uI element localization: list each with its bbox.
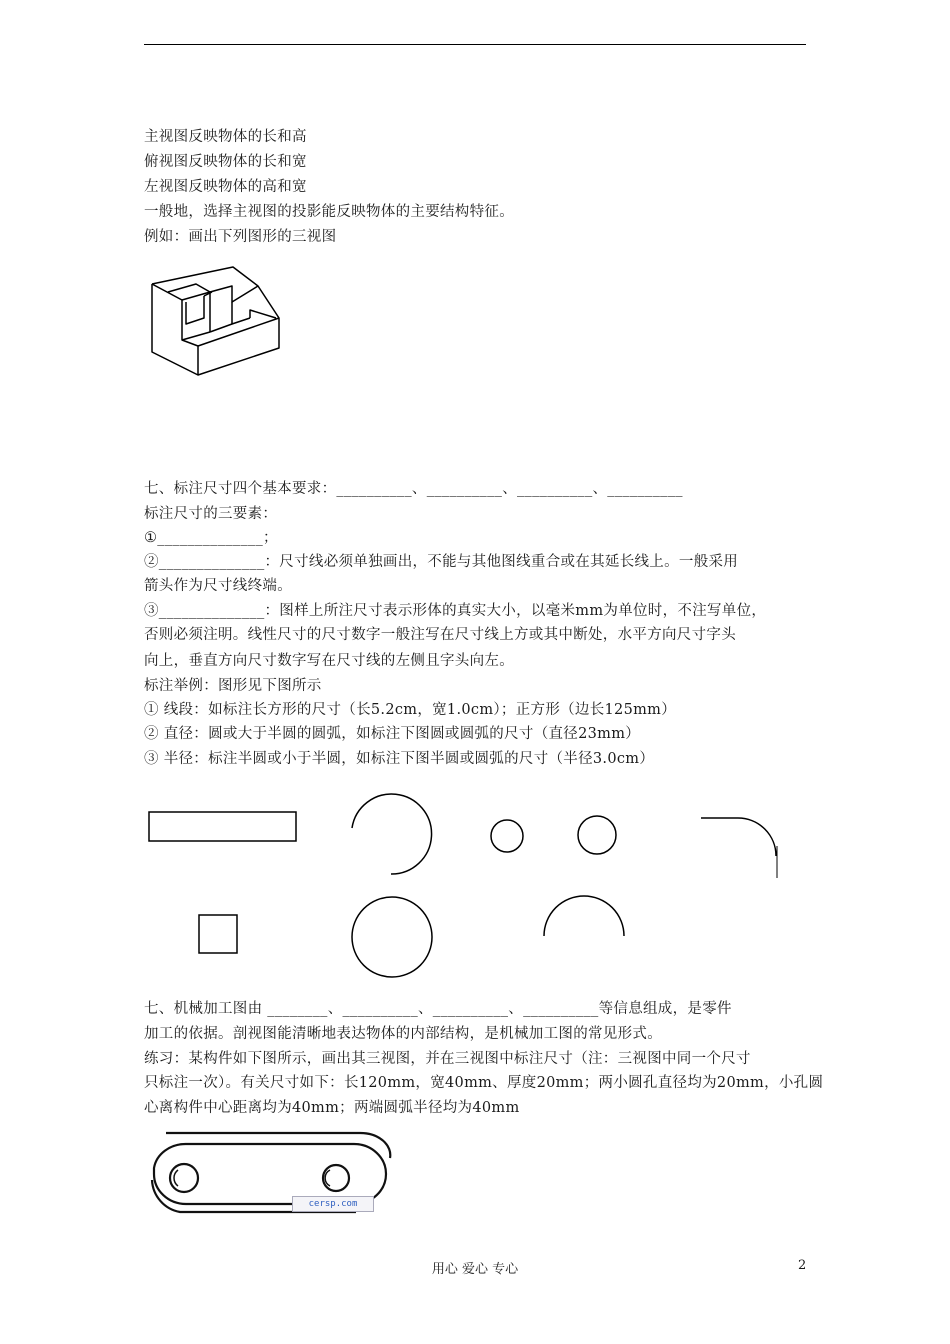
text-line: 向上，垂直方向尺寸数字写在尺寸线的左侧且字头向左。 bbox=[144, 653, 514, 669]
text-line: 俯视图反映物体的长和宽 bbox=[144, 154, 307, 170]
section-7-machining: 七、机械加工图由 ________、__________、__________、__________等信息组成，是零件 bbox=[144, 1001, 732, 1017]
text-line: 一般地，选择主视图的投影能反映物体的主要结构特征。 bbox=[144, 204, 514, 220]
small-circle-shape bbox=[491, 820, 523, 852]
page-number: 2 bbox=[798, 1258, 807, 1273]
text-line: 否则必须注明。线性尺寸的尺寸数字一般注写在尺寸线上方或其中断处，水平方向尺寸字头 bbox=[144, 627, 736, 643]
text-line: ③ 半径：标注半圆或小于半圆，如标注下图半圆或圆弧的尺寸（半径3.0cm） bbox=[144, 751, 655, 767]
dimension-examples-figure bbox=[140, 788, 800, 988]
text-line: 箭头作为尺寸线终端。 bbox=[144, 578, 292, 594]
text-line: 只标注一次）。有关尺寸如下：长120mm，宽40mm、厚度20mm；两小圆孔直径均为20mm，小孔圆 bbox=[144, 1075, 824, 1091]
square-shape bbox=[199, 915, 237, 953]
header-rule bbox=[144, 44, 806, 45]
text-line: 心离构件中心距离均为40mm；两端圆弧半径均为40mm bbox=[144, 1100, 520, 1116]
footer-motto: 用心 爱心 专心 bbox=[431, 1262, 519, 1277]
large-circle-shape bbox=[352, 897, 432, 977]
text-line: 加工的依据。剖视图能清晰地表达物体的内部结构，是机械加工图的常见形式。 bbox=[144, 1026, 662, 1042]
watermark-logo: cersp.com bbox=[292, 1196, 374, 1212]
quarter-arc-shape bbox=[738, 818, 776, 856]
text-line: 主视图反映物体的长和高 bbox=[144, 129, 307, 145]
circle-shape bbox=[578, 816, 616, 854]
link-body-outline bbox=[154, 1144, 386, 1204]
text-line: ③______________：图样上所注尺寸表示形体的真实大小，以毫米mm为单位时，不注写单位， bbox=[144, 603, 767, 619]
semicircle-shape bbox=[544, 896, 624, 936]
text-line: ②______________：尺寸线必须单独画出，不能与其他图线重合或在其延长线上。一般采用 bbox=[144, 554, 739, 570]
text-line: 标注尺寸的三要素： bbox=[144, 506, 278, 522]
text-line: 练习：某构件如下图所示，画出其三视图，并在三视图中标注尺寸（注：三视图中同一个尺寸 bbox=[144, 1051, 751, 1067]
text-line: 例如：画出下列图形的三视图 bbox=[144, 229, 337, 245]
text-line: ① 线段：如标注长方形的尺寸（长5.2cm，宽1.0cm）；正方形（边长125mm） bbox=[144, 702, 676, 718]
rectangle-shape bbox=[149, 812, 296, 841]
text-line: ② 直径：圆或大于半圆的圆弧，如标注下图圆或圆弧的尺寸（直径23mm） bbox=[144, 726, 641, 742]
large-arc-shape bbox=[352, 794, 432, 874]
section-7-requirements: 七、标注尺寸四个基本要求：__________、__________、__________、__________ bbox=[144, 481, 683, 497]
text-line: 左视图反映物体的高和宽 bbox=[144, 179, 307, 195]
text-line: ①______________； bbox=[144, 530, 278, 546]
right-hole-shape bbox=[323, 1165, 349, 1191]
isometric-block-figure bbox=[146, 262, 286, 382]
text-line: 标注举例：图形见下图所示 bbox=[144, 678, 322, 694]
